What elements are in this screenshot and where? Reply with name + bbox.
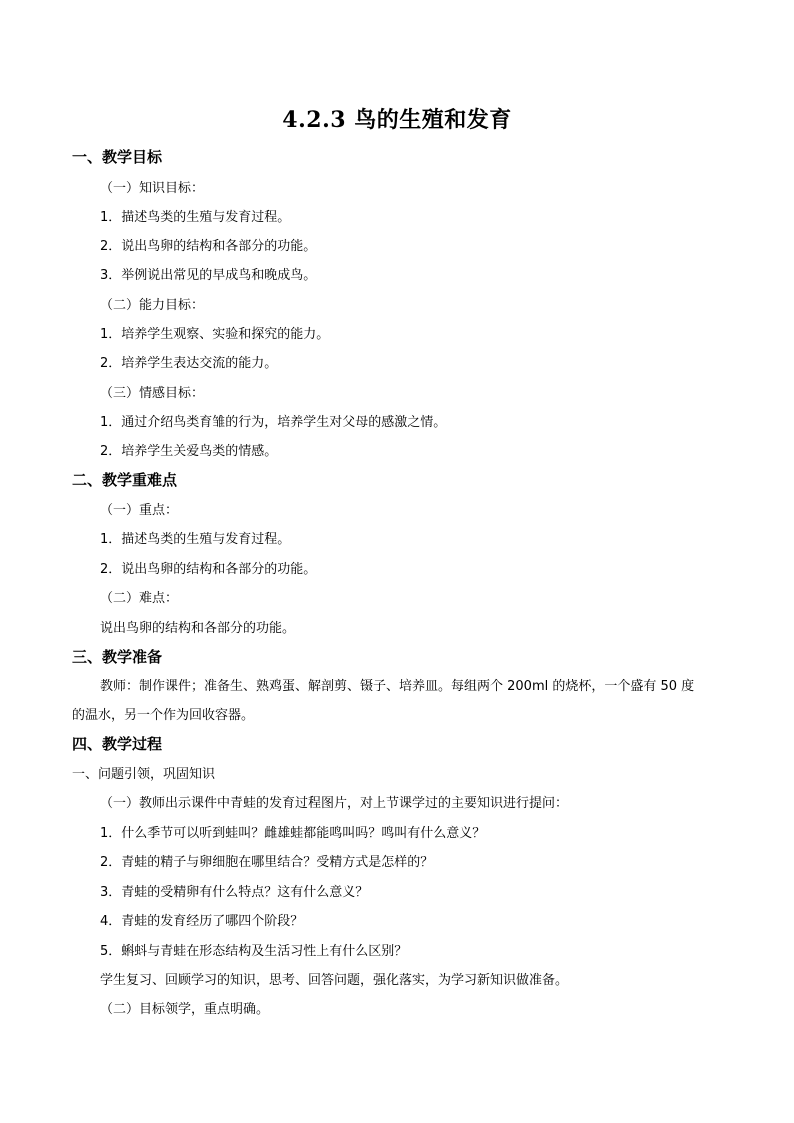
list-item: 1．培养学生观察、实验和探究的能力。	[100, 327, 330, 342]
subheading-step-one: 一、问题引领，巩固知识	[72, 767, 216, 782]
list-item: 4．青蛙的发育经历了哪四个阶段？	[100, 914, 304, 929]
list-item: 2．青蛙的精子与卵细胞在哪里结合？受精方式是怎样的？	[100, 855, 434, 870]
list-item: 1．什么季节可以听到蛙叫？雌雄蛙都能鸣叫吗？鸣叫有什么意义？	[100, 826, 486, 841]
subheading-key: （一）重点：	[100, 503, 179, 518]
subheading-difficult: （二）难点：	[100, 591, 179, 606]
list-item: 1．描述鸟类的生殖与发育过程。	[100, 532, 291, 547]
list-item: 2．说出鸟卵的结构和各部分的功能。	[100, 562, 317, 577]
page-title: 4.2.3 鸟的生殖和发育	[282, 107, 512, 133]
paragraph-line: （一）教师出示课件中青蛙的发育过程图片，对上节课学过的主要知识进行提问：	[100, 796, 569, 811]
section-heading-key-points: 二、教学重难点	[72, 471, 178, 489]
list-item: 3．举例说出常见的早成鸟和晚成鸟。	[100, 268, 317, 283]
list-item: 2．说出鸟卵的结构和各部分的功能。	[100, 239, 317, 254]
section-heading-process: 四、教学过程	[72, 735, 163, 753]
subheading-knowledge: （一）知识目标：	[100, 181, 205, 196]
paragraph-line: 教师：制作课件；准备生、熟鸡蛋、解剖剪、镊子、培养皿。每组两个 200ml 的烧杯，一个盛有 50 度	[100, 679, 695, 694]
list-item: 1．描述鸟类的生殖与发育过程。	[100, 210, 291, 225]
paragraph-line: 学生复习、回顾学习的知识，思考、回答问题，强化落实，为学习新知识做准备。	[100, 973, 569, 988]
list-item: 1．通过介绍鸟类育雏的行为，培养学生对父母的感激之情。	[100, 415, 447, 430]
list-item: 2．培养学生表达交流的能力。	[100, 356, 278, 371]
paragraph-line: 的温水，另一个作为回收容器。	[72, 708, 255, 723]
list-item: 5．蝌蚪与青蛙在形态结构及生活习性上有什么区别？	[100, 944, 408, 959]
subheading-emotion: （三）情感目标：	[100, 386, 205, 401]
section-heading-objectives: 一、教学目标	[72, 148, 163, 166]
subheading-ability: （二）能力目标：	[100, 298, 205, 313]
list-item: 2．培养学生关爱鸟类的情感。	[100, 444, 278, 459]
list-item: 3．青蛙的受精卵有什么特点？这有什么意义？	[100, 885, 369, 900]
section-heading-preparation: 三、教学准备	[72, 648, 163, 666]
list-item: 说出鸟卵的结构和各部分的功能。	[100, 621, 296, 636]
subheading-step-two: （二）目标领学，重点明确。	[100, 1002, 270, 1017]
